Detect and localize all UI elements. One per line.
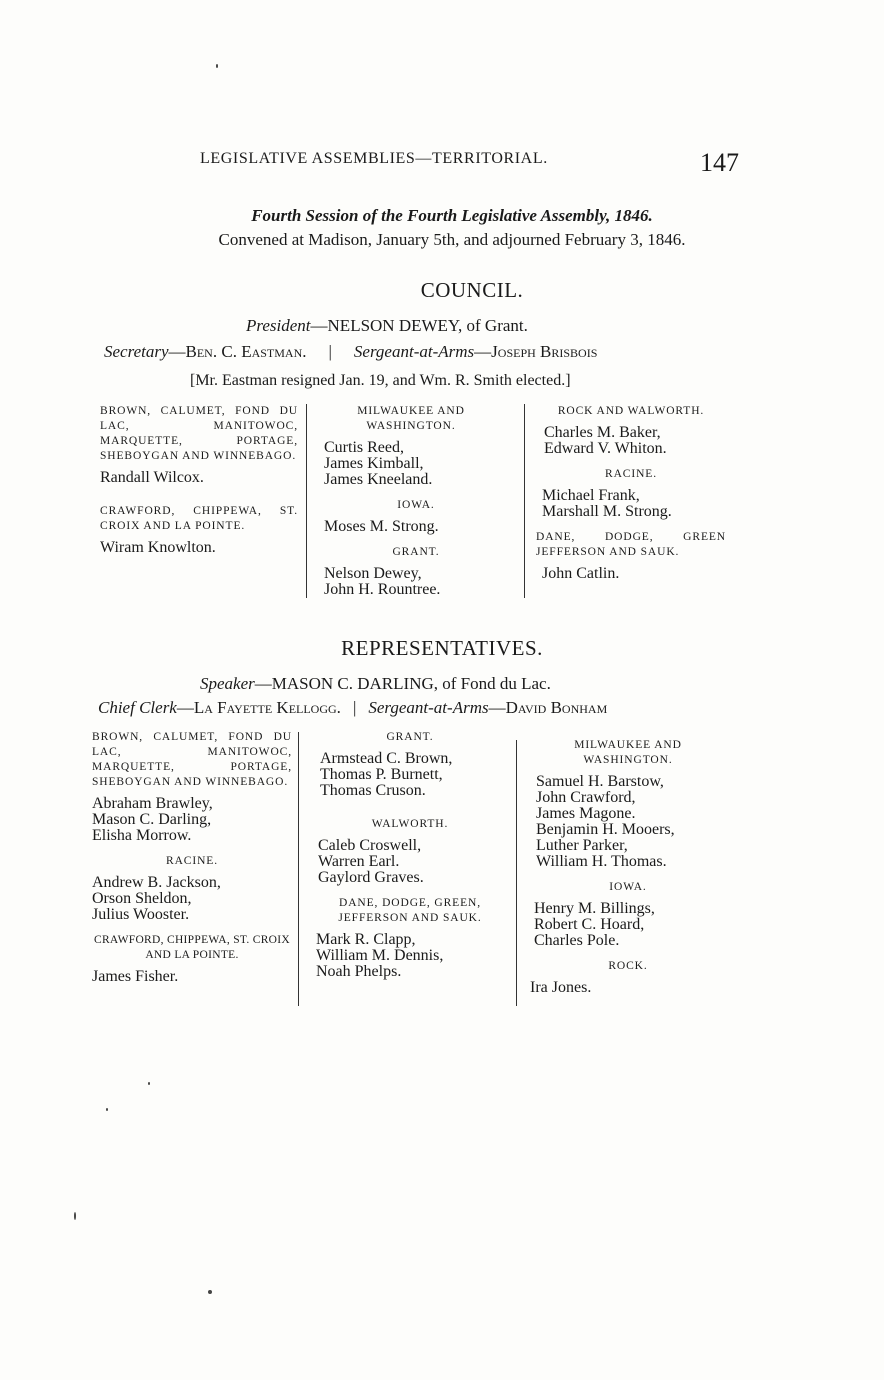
member-name: Benjamin H. Mooers, [536, 821, 675, 838]
member-name: Robert C. Hoard, [534, 916, 645, 933]
council-column-2 [316, 404, 516, 608]
speaker-name: —MASON C. DARLING, of Fond du Lac. [254, 674, 551, 693]
representatives-heading: REPRESENTATIVES. [341, 636, 543, 660]
district-group [312, 817, 508, 886]
member-name: Mason C. Darling, [92, 811, 212, 828]
district-group [530, 738, 726, 870]
speaker-label: Speaker [200, 674, 255, 693]
member-name: Edward V. Whiton. [544, 440, 667, 457]
council-sergeant-label: Sergeant-at-Arms [353, 342, 475, 361]
president-name: —NELSON DEWEY, of Grant. [310, 316, 528, 335]
member-name: Luther Parker, [536, 837, 628, 854]
scan-speck [208, 1290, 212, 1294]
member-name: Wiram Knowlton. [100, 539, 216, 556]
member-name: Noah Phelps. [316, 963, 402, 980]
district-name: MILWAUKEE AND WASHINGTON. [574, 739, 682, 766]
district-group [92, 933, 292, 985]
column-rule [524, 404, 525, 598]
council-column-1 [100, 404, 298, 566]
member-name: Armstead C. Brown, [320, 750, 453, 767]
member-name: John Catlin. [542, 565, 620, 582]
member-name: Nelson Dewey, [324, 565, 422, 582]
member-name: Randall Wilcox. [100, 469, 204, 486]
member-name: Julius Wooster. [92, 906, 190, 923]
clerk-label: Chief Clerk [98, 698, 177, 717]
district-name: RACINE. [166, 855, 218, 867]
member-name: Mark R. Clapp, [316, 931, 416, 948]
running-head-title: LEGISLATIVE ASSEMBLIES—TERRITORIAL. [200, 150, 548, 167]
secretary-label: Secretary [104, 342, 169, 361]
officer-divider: | [352, 698, 357, 717]
council-president-line [246, 316, 528, 336]
district-group [312, 896, 508, 980]
representatives-column-1 [92, 730, 292, 995]
member-name: William M. Dennis, [316, 947, 444, 964]
column-rule [516, 740, 517, 1006]
district-group [536, 530, 726, 582]
secretary-name: —Ben. C. Eastman. [168, 342, 307, 361]
council-sergeant-name: —Joseph Brisbois [474, 342, 598, 361]
district-name: BROWN, CALUMET, FOND DU LAC, MANITOWOC, MARQUETTE, PORTAGE, SHEBOYGAN AND WINNEBAGO. [92, 731, 292, 788]
member-name: Caleb Croswell, [318, 837, 422, 854]
district-name: ROCK. [608, 960, 648, 972]
member-name: Andrew B. Jackson, [92, 874, 221, 891]
member-name: Curtis Reed, [324, 439, 404, 456]
member-name: Samuel H. Barstow, [536, 773, 664, 790]
district-name: DANE, DODGE, GREEN, JEFFERSON AND SAUK. [338, 897, 482, 924]
scan-speck [216, 64, 218, 68]
district-name: RACINE. [605, 468, 657, 480]
member-name: James Kneeland. [324, 471, 433, 488]
scan-speck [74, 1212, 76, 1220]
district-name: BROWN, CALUMET, FOND DU LAC, MANITOWOC, MARQUETTE, PORTAGE, SHEBOYGAN AND WINNEBAGO. [100, 405, 298, 462]
column-rule [298, 732, 299, 1006]
district-group [92, 730, 292, 844]
reps-sergeant-name: —David Bonham [488, 698, 608, 717]
district-name: MILWAUKEE AND WASHINGTON. [357, 405, 465, 432]
representatives-column-3 [530, 738, 726, 1006]
district-name: GRANT. [386, 731, 434, 743]
clerk-name: —La Fayette Kellogg. [176, 698, 341, 717]
representatives-column-2 [312, 730, 508, 990]
district-name: CRAWFORD, CHIPPEWA, ST. CROIX AND LA POINTE. [100, 505, 298, 532]
scan-speck [148, 1082, 150, 1085]
district-group [316, 498, 516, 535]
district-name: IOWA. [397, 499, 435, 511]
council-note: [Mr. Eastman resigned Jan. 19, and Wm. R. Smith elected.] [190, 372, 571, 389]
member-name: John Crawford, [536, 789, 636, 806]
district-name: GRANT. [392, 546, 440, 558]
reps-sergeant-label: Sergeant-at-Arms [368, 698, 489, 717]
district-group [100, 404, 298, 486]
page-number: 147 [700, 148, 739, 177]
officer-divider: | [328, 342, 332, 361]
district-group [316, 545, 516, 598]
district-group [92, 854, 292, 923]
district-group [536, 467, 726, 520]
district-name: ROCK AND WALWORTH. [557, 405, 705, 417]
member-name: Henry M. Billings, [534, 900, 655, 917]
council-column-3 [536, 404, 726, 592]
scan-speck [106, 1108, 108, 1111]
district-group [530, 880, 726, 949]
member-name: James Fisher. [92, 968, 179, 985]
member-name: Thomas Cruson. [320, 782, 426, 799]
district-name: CRAWFORD, CHIPPEWA, ST. CROIX AND LA POINTE. [93, 934, 291, 961]
member-name: James Magone. [536, 805, 636, 822]
district-group [312, 730, 508, 799]
member-name: Charles M. Baker, [544, 424, 661, 441]
district-group [100, 504, 298, 556]
member-name: Marshall M. Strong. [542, 503, 672, 520]
member-name: Elisha Morrow. [92, 827, 192, 844]
member-name: Abraham Brawley, [92, 795, 213, 812]
president-label: President [246, 316, 311, 335]
member-name: Thomas P. Burnett, [320, 766, 443, 783]
member-name: James Kimball, [324, 455, 424, 472]
session-title: Fourth Session of the Fourth Legislative Assembly, 1846. [251, 206, 653, 225]
column-rule [306, 404, 307, 598]
member-name: Charles Pole. [534, 932, 620, 949]
member-name: William H. Thomas. [536, 853, 667, 870]
district-name: DANE, DODGE, GREEN JEFFERSON AND SAUK. [536, 531, 726, 558]
member-name: Gaylord Graves. [318, 869, 424, 886]
member-name: Orson Sheldon, [92, 890, 192, 907]
district-name: IOWA. [609, 881, 647, 893]
member-name: Michael Frank, [542, 487, 640, 504]
member-name: Moses M. Strong. [324, 518, 439, 535]
representatives-officers-line [98, 698, 607, 718]
member-name: Warren Earl. [318, 853, 400, 870]
session-subtitle: Convened at Madison, January 5th, and adjourned February 3, 1846. [218, 230, 686, 249]
member-name: John H. Rountree. [324, 581, 441, 598]
member-name: Ira Jones. [530, 979, 592, 996]
council-officers-line [104, 342, 597, 362]
district-group [530, 959, 726, 996]
speaker-line [200, 674, 551, 694]
district-name: WALWORTH. [371, 818, 449, 830]
district-group [316, 404, 516, 488]
council-heading: COUNCIL. [420, 278, 524, 302]
district-group [536, 404, 726, 457]
